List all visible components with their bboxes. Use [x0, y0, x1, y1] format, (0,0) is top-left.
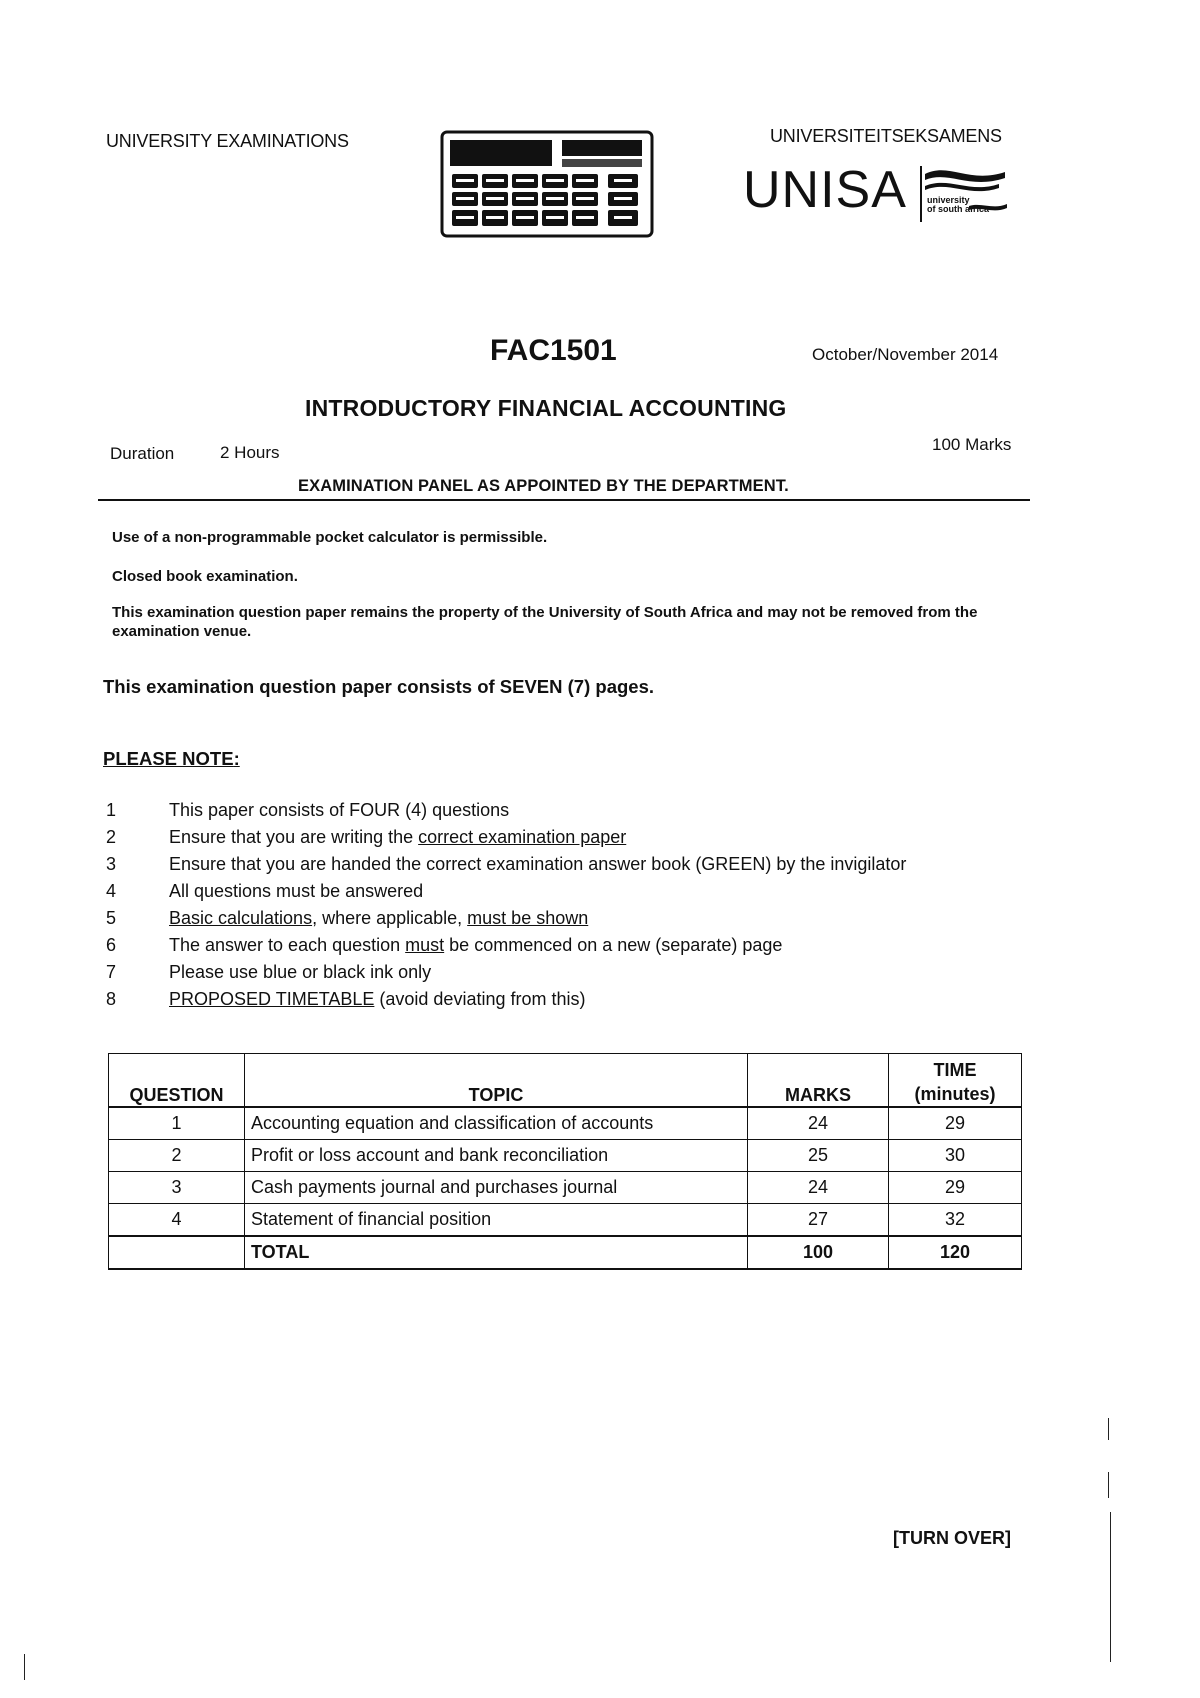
scan-mark — [24, 1654, 25, 1680]
cell-total-marks: 100 — [748, 1236, 889, 1269]
list-item — [103, 989, 1043, 1016]
list-item-text-part: (avoid deviating from this) — [374, 989, 586, 1009]
list-item-number: 6 — [106, 935, 117, 955]
instruction-calculator: Use of a non-programmable pocket calculator is permissible. — [112, 529, 548, 546]
logo-wordmark: UNISA — [743, 161, 907, 219]
scan-mark — [1108, 1418, 1109, 1440]
list-item-text — [169, 908, 588, 929]
cell-total-time: 120 — [889, 1236, 1022, 1269]
list-item-number: 5 — [106, 908, 117, 928]
list-item-number: 3 — [106, 854, 117, 874]
header-time-label: TIME — [933, 1060, 977, 1080]
cell-marks: 24 — [748, 1172, 889, 1204]
cell-topic: Accounting equation and classification of accounts — [245, 1107, 748, 1140]
scan-mark — [1108, 1472, 1109, 1498]
list-item — [103, 935, 1043, 962]
list-item-text-part: The answer to each question — [169, 935, 406, 955]
cell-topic: Profit or loss account and bank reconciliation — [245, 1140, 748, 1172]
list-item — [103, 800, 1043, 827]
list-item-underlined: PROPOSED TIMETABLE — [169, 989, 375, 1009]
table-row — [109, 1204, 1022, 1237]
cell-question — [109, 1236, 245, 1269]
logo-flag-icon — [919, 162, 1009, 226]
list-item-text — [169, 989, 585, 1010]
list-item — [103, 854, 1043, 881]
course-code: FAC1501 — [490, 334, 617, 367]
table-row — [109, 1172, 1022, 1204]
please-note-heading-text: PLEASE NOTE — [103, 748, 234, 769]
course-title: INTRODUCTORY FINANCIAL ACCOUNTING — [305, 395, 787, 421]
list-item-text-part: , where applicable, — [312, 908, 468, 928]
please-note-heading — [103, 748, 240, 770]
header-right-title: UNIVERSITEITSEKSAMENS — [770, 126, 1002, 146]
header-topic: TOPIC — [245, 1054, 748, 1108]
cell-marks: 24 — [748, 1107, 889, 1140]
cell-marks: 27 — [748, 1204, 889, 1237]
instruction-closed-book: Closed book examination. — [112, 568, 298, 585]
header-question: QUESTION — [109, 1054, 245, 1108]
cell-time: 29 — [889, 1172, 1022, 1204]
list-item-text: Ensure that you are handed the correct examination answer book (GREEN) by the invigilator — [169, 854, 907, 874]
list-item-text — [169, 935, 782, 956]
calculator-icon — [440, 130, 654, 238]
list-item-number: 2 — [106, 827, 117, 847]
header-time — [889, 1054, 1022, 1108]
cell-topic: Statement of financial position — [245, 1204, 748, 1237]
list-item — [103, 962, 1043, 989]
list-item-number: 7 — [106, 962, 117, 982]
list-item-number: 4 — [106, 881, 117, 901]
list-item-number: 8 — [106, 989, 117, 1009]
cell-question: 2 — [109, 1140, 245, 1172]
instruction-property: This examination question paper remains the property of the University of South Africa and may not be removed from the examination venue. — [112, 604, 978, 640]
logo-subtitle — [927, 196, 989, 214]
list-item-number: 1 — [106, 800, 117, 820]
header-left-title: UNIVERSITY EXAMINATIONS — [106, 131, 349, 151]
cell-total-label: TOTAL — [245, 1236, 748, 1269]
list-item-underlined: Basic calculations — [169, 908, 313, 928]
list-item-underlined: must be shown — [467, 908, 589, 928]
cell-question: 4 — [109, 1204, 245, 1237]
list-item-underlined: correct examination paper — [418, 827, 627, 847]
table-row — [109, 1140, 1022, 1172]
table-header-row — [109, 1054, 1022, 1108]
logo-subtitle-line-1: university — [927, 195, 970, 205]
examination-panel: EXAMINATION PANEL AS APPOINTED BY THE DEPARTMENT. — [298, 477, 789, 495]
cell-time: 32 — [889, 1204, 1022, 1237]
table-total-row — [109, 1236, 1022, 1269]
list-item-text: All questions must be answered — [169, 881, 424, 901]
list-item-text-part: be commenced on a new (separate) page — [444, 935, 783, 955]
page-count-note: This examination question paper consists of SEVEN (7) pages. — [103, 676, 655, 697]
unisa-logo — [743, 158, 1013, 228]
total-marks: 100 Marks — [932, 435, 1012, 454]
list-item-text: Please use blue or black ink only — [169, 962, 432, 982]
list-item-text-part: Ensure that you are writing the — [169, 827, 419, 847]
cell-time: 30 — [889, 1140, 1022, 1172]
list-item — [103, 908, 1043, 935]
please-note-colon: : — [233, 748, 240, 769]
please-note-list — [103, 800, 1043, 1016]
list-item — [103, 827, 1043, 854]
exam-date: October/November 2014 — [812, 345, 999, 364]
proposed-timetable — [108, 1053, 1022, 1270]
scan-mark — [1110, 1512, 1111, 1662]
cell-topic: Cash payments journal and purchases journal — [245, 1172, 748, 1204]
table-row — [109, 1107, 1022, 1140]
turn-over-note: [TURN OVER] — [893, 1528, 1011, 1548]
list-item — [103, 881, 1043, 908]
duration-label: Duration — [110, 444, 175, 463]
duration-value: 2 Hours — [220, 443, 280, 462]
cell-time: 29 — [889, 1107, 1022, 1140]
cell-marks: 25 — [748, 1140, 889, 1172]
cell-question: 1 — [109, 1107, 245, 1140]
list-item-text — [169, 827, 626, 848]
list-item-underlined: must — [405, 935, 445, 955]
list-item-text: This paper consists of FOUR (4) questions — [169, 800, 510, 820]
header-time-unit: (minutes) — [914, 1084, 996, 1104]
header-divider — [98, 499, 1030, 501]
header-marks: MARKS — [748, 1054, 889, 1108]
cell-question: 3 — [109, 1172, 245, 1204]
logo-subtitle-line-2: of south africa — [927, 204, 990, 214]
